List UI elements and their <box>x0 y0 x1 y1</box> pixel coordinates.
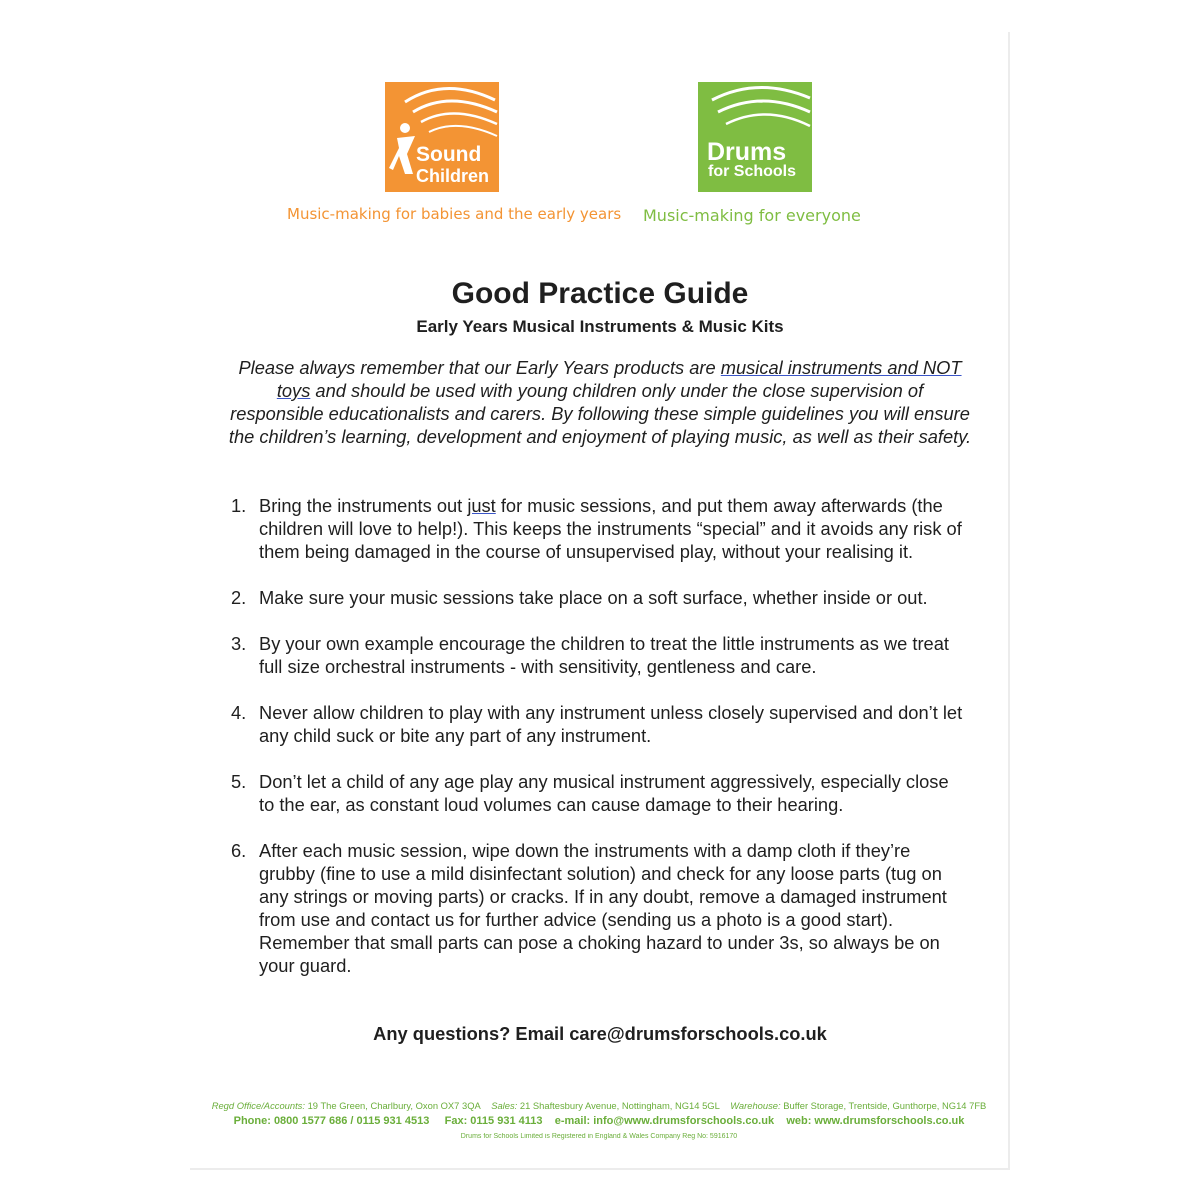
intro-underlined-text: musical instruments and NOT toys <box>276 357 962 401</box>
drums-for-schools-logo-line2: for Schools <box>708 163 797 180</box>
sound-children-logo-line1: Sound <box>416 143 482 166</box>
footer-email: e-mail: info@www.drumsforschools.co.uk <box>554 1115 775 1127</box>
list-item-text: Never allow children to play with any instrument unless closely supervised and don’t let any child suck or bite any part of any instrument. <box>259 702 963 746</box>
footer-contacts <box>190 1115 1008 1127</box>
questions-contact-line: Any questions? Email care@drumsforschools.co.uk <box>373 1023 827 1044</box>
drums-for-schools-logo-line1: Drums <box>707 138 787 166</box>
sound-children-tagline: Music-making for babies and the early years <box>287 205 622 223</box>
intro-text-part2: and should be used with young children only under the close supervision of responsible educationalists and carers. By following these simple guidelines you will ensure the children’s learning, development and enjoyment of playing music, as well as their safety. <box>228 380 972 447</box>
footer-registration: Drums for Schools Limited is Registered in England & Wales Company Reg No: 5916170 <box>460 1133 738 1140</box>
page-subtitle: Early Years Musical Instruments & Music Kits <box>416 317 784 336</box>
footer-fax: Fax: 0115 931 4113 <box>444 1115 543 1127</box>
list-item <box>228 632 968 678</box>
list-item-text: By your own example encourage the children to treat the little instruments as we treat full size orchestral instruments - with sensitivity, gentleness and care. <box>259 633 949 677</box>
list-item-text: Don’t let a child of any age play any musical instrument aggressively, especially close to the ear, as constant loud volumes can cause damage to their hearing. <box>259 771 949 815</box>
footer-web: web: www.drumsforschools.co.uk <box>786 1115 965 1127</box>
guidelines-list <box>228 494 968 1000</box>
list-item-text: After each music session, wipe down the instruments with a damp cloth if they’re grubby (fine to use a mild disinfectant solution) and check for any loose parts (tug on any strings or moving parts) or cracks. If in any doubt, remove a damaged instrument from use and contact us for further advice (sending us a photo is a good start). Remember that small parts can pose a choking hazard to under 3s, so always be on your guard. <box>259 840 947 976</box>
footer-warehouse: Buffer Storage, Trentside, Gunthorpe, NG14 7FB <box>780 1100 987 1111</box>
list-item <box>228 839 968 977</box>
list-item <box>228 586 968 609</box>
list-item <box>228 701 968 747</box>
page-title: Good Practice Guide <box>451 277 749 310</box>
list-item-number: 3. <box>231 633 247 654</box>
list-item-number: 2. <box>231 587 247 608</box>
footer-sales: 21 Shaftesbury Avenue, Nottingham, NG14 5GL <box>517 1100 720 1111</box>
list-item-number: 1. <box>231 495 247 516</box>
list-item-number: 4. <box>231 702 247 723</box>
list-item-text-pre: Bring the instruments out <box>259 495 468 516</box>
sound-children-logo <box>385 82 499 192</box>
list-item-number: 5. <box>231 771 247 792</box>
list-item-number: 6. <box>231 840 247 861</box>
sound-children-logo-line2: Children <box>416 166 490 186</box>
footer-warehouse-label: Warehouse: <box>730 1100 781 1111</box>
list-item-emphasis: just <box>467 495 496 516</box>
footer-sales-label: Sales: <box>491 1100 518 1111</box>
intro-paragraph <box>228 356 972 448</box>
drums-for-schools-logo <box>698 82 812 192</box>
list-item-text: for music sessions, and put them away afterwards (the children will love to help!). This keeps the instruments “special” and it avoids any risk of them being damaged in the course of unsupervised play, without your realising it. <box>259 495 962 562</box>
footer-addresses <box>190 1100 1008 1111</box>
intro-text-part1: Please always remember that our Early Years products are <box>238 357 721 378</box>
footer-office-label: Regd Office/Accounts: <box>211 1100 305 1111</box>
list-item <box>228 770 968 816</box>
footer-office: 19 The Green, Charlbury, Oxon OX7 3QA <box>304 1100 481 1111</box>
list-item <box>228 494 968 563</box>
list-item-text: Make sure your music sessions take place on a soft surface, whether inside or out. <box>259 587 928 608</box>
drums-for-schools-tagline: Music-making for everyone <box>643 206 861 225</box>
footer-phone: Phone: 0800 1577 686 / 0115 931 4513 <box>233 1115 430 1127</box>
